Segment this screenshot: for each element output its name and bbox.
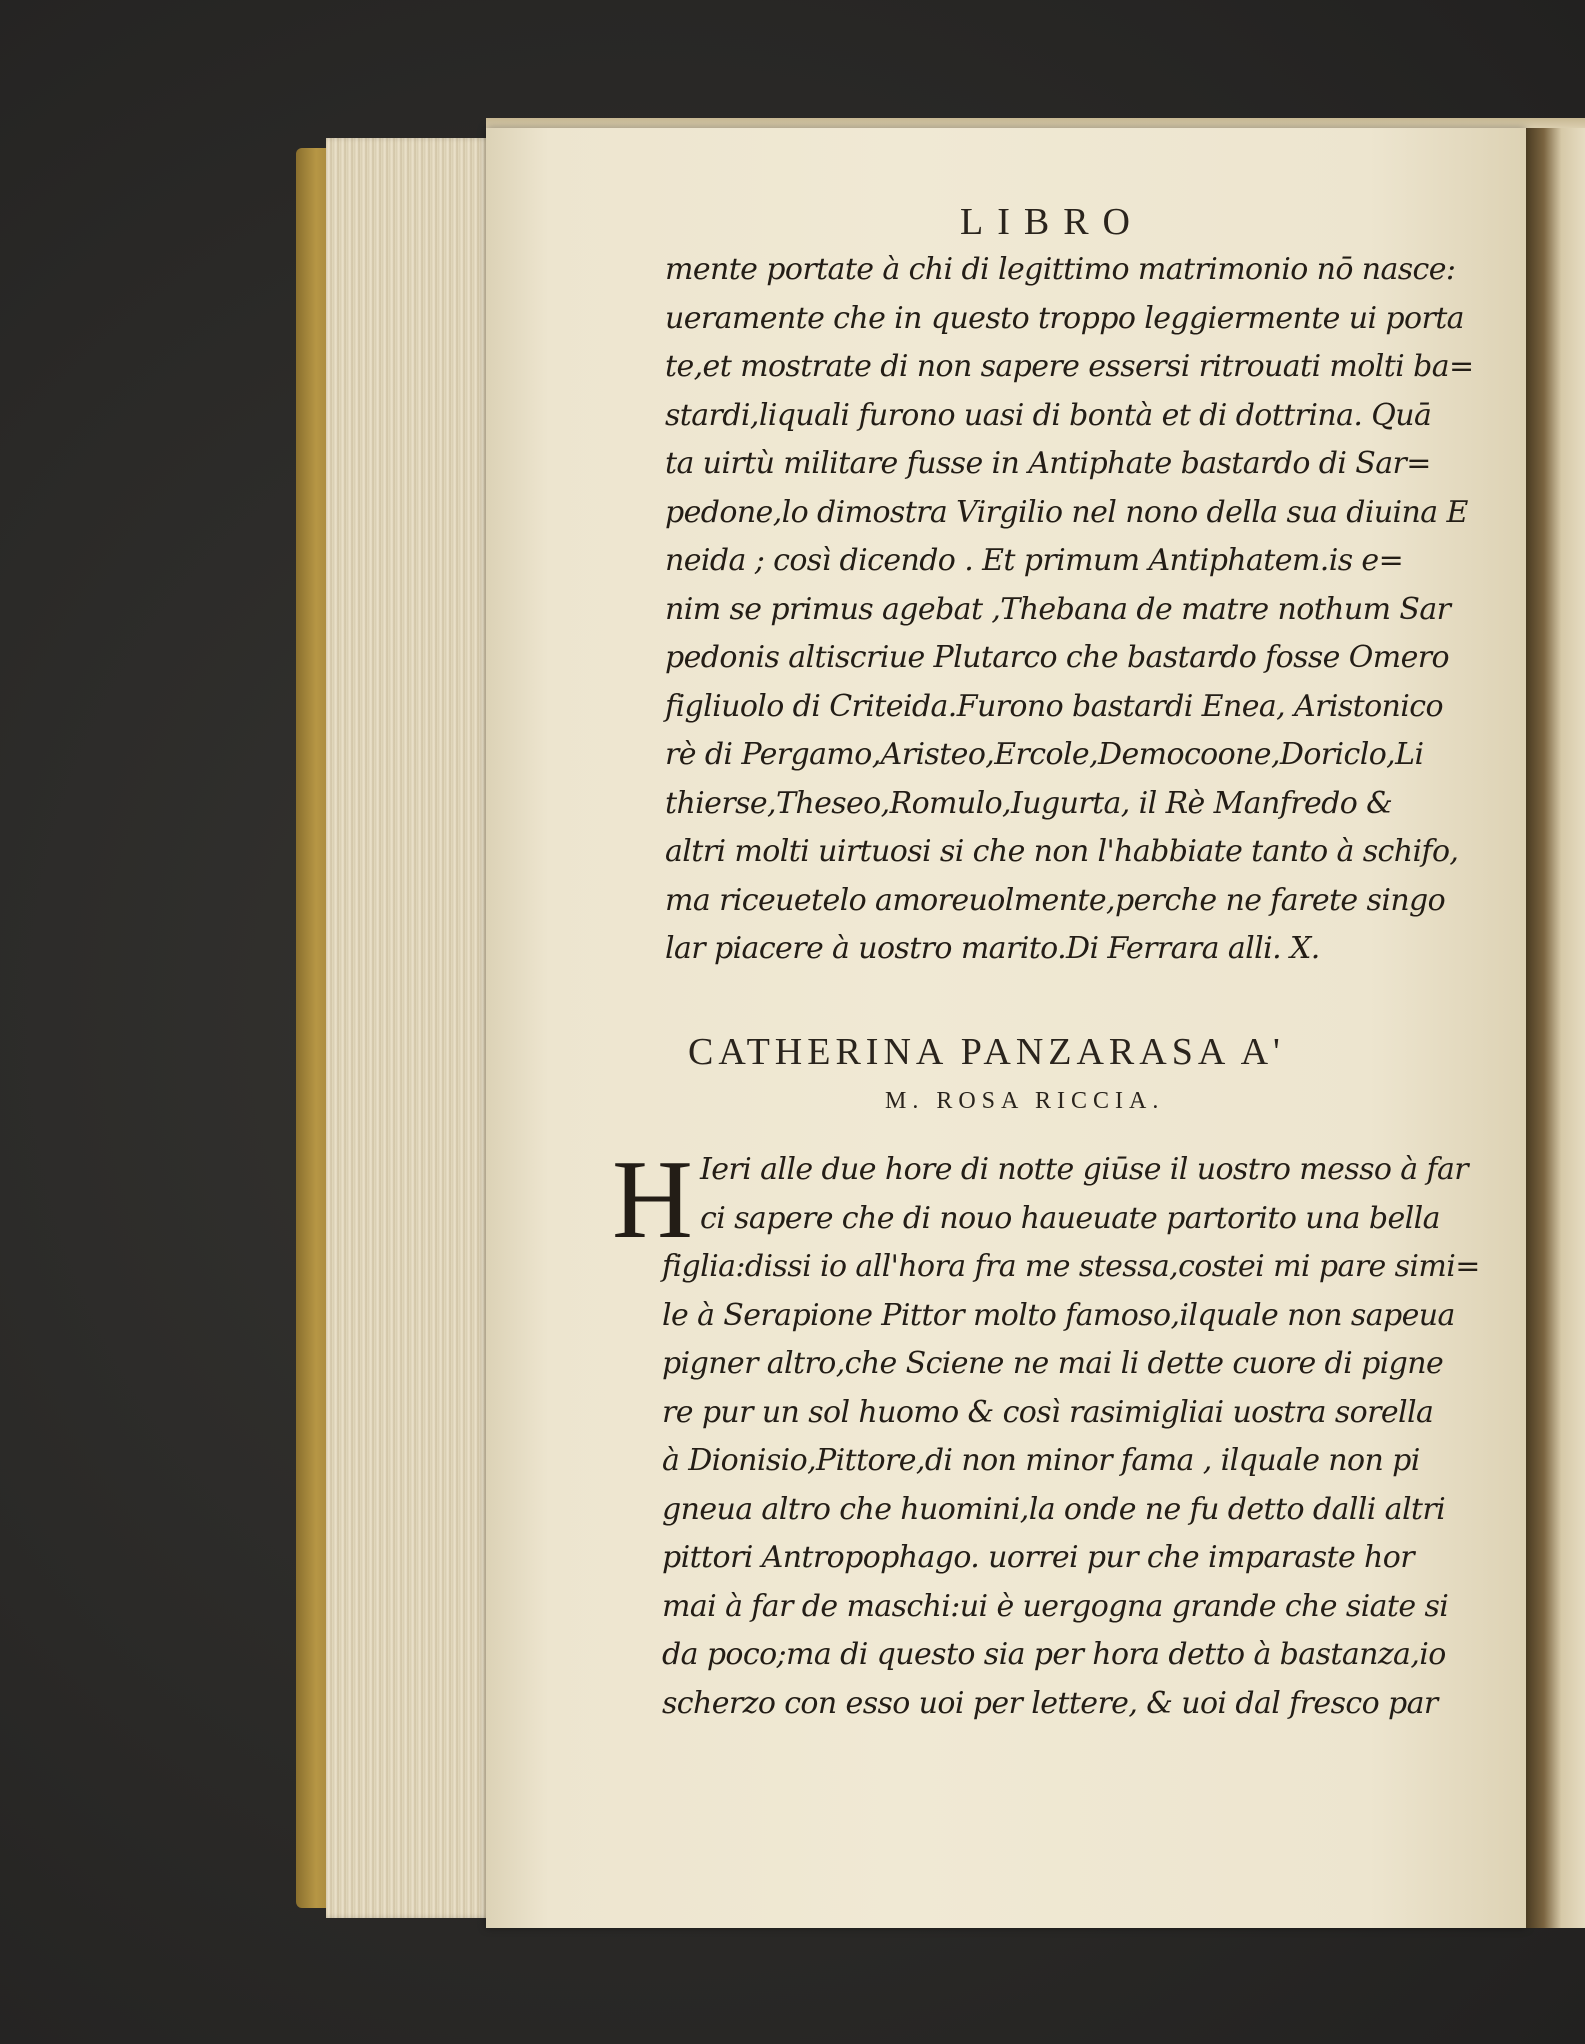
text-line: re pur un sol huomo & così rasimigliai uostra sorella [662, 1394, 1434, 1430]
text-line: nim se primus agebat ,Thebana de matre nothum Sar [665, 591, 1451, 627]
text-line: le à Serapione Pittor molto famoso,ilquale non sapeua [662, 1297, 1455, 1333]
book-gutter [1526, 128, 1585, 1928]
text-line: pedonis altiscriue Plutarco che bastardo fosse Omero [665, 640, 1449, 675]
text-line: ta uirtù militare fusse in Antiphate bastardo di Sar= [665, 446, 1431, 481]
text-line: da poco;ma di questo sia per hora detto à bastanza,io [662, 1637, 1446, 1672]
running-head: LIBRO [960, 201, 1144, 243]
text-line: stardi,liquali furono uasi di bontà et di dottrina. Quā [665, 397, 1432, 433]
text-line: Ieri alle due hore di notte giūse il uostro messo à far [700, 1152, 1469, 1187]
text-line: ci sapere che di nouo haueuate partorito una bella [700, 1200, 1440, 1236]
text-line: figliuolo di Criteida.Furono bastardi Enea, Aristonico [665, 688, 1443, 724]
text-line: à Dionisio,Pittore,di non minor fama , ilquale non pi [662, 1443, 1420, 1478]
text-line: pigner altro,che Sciene ne mai li dette cuore di pigne [662, 1346, 1444, 1381]
drop-cap: H [612, 1138, 693, 1262]
text-line: thierse,Theseo,Romulo,Iugurta, il Rè Manfredo & [665, 785, 1393, 821]
text-line: altri molti uirtuosi si che non l'habbiate tanto à schifo, [665, 834, 1459, 869]
letter-subheading: M. ROSA RICCIA. [885, 1088, 1165, 1114]
text-line: gneua altro che huomini,la onde ne fu detto dalli altri [662, 1491, 1446, 1527]
text-line: figlia:dissi io all'hora fra me stessa,costei mi pare simi= [662, 1249, 1480, 1284]
text-line: neida ; così dicendo . Et primum Antiphatem.is e= [665, 543, 1404, 578]
text-line: te,et mostrate di non sapere essersi ritrouati molti ba= [665, 349, 1474, 384]
text-line: lar piacere à uostro marito.Di Ferrara alli. X. [665, 931, 1320, 966]
text-line: ma riceuetelo amoreuolmente,perche ne farete singo [665, 882, 1446, 918]
text-line: scherzo con esso uoi per lettere, & uoi dal fresco par [662, 1685, 1438, 1721]
text-line: mai à far de maschi:ui è uergogna grande che siate si [662, 1588, 1449, 1624]
text-line: pedone,lo dimostra Virgilio nel nono della sua diuina E [665, 494, 1468, 530]
text-line: mente portate à chi di legittimo matrimonio nō nasce: [665, 252, 1456, 287]
page-stack [326, 138, 506, 1918]
text-line: pittori Antropophago. uorrei pur che imparaste hor [662, 1540, 1414, 1575]
text-line: rè di Pergamo,Aristeo,Ercole,Democoone,Doriclo,Li [665, 737, 1424, 772]
text-line: ueramente che in questo troppo leggiermente ui porta [665, 300, 1464, 336]
letter-heading: CATHERINA PANZARASA A' [688, 1031, 1285, 1073]
